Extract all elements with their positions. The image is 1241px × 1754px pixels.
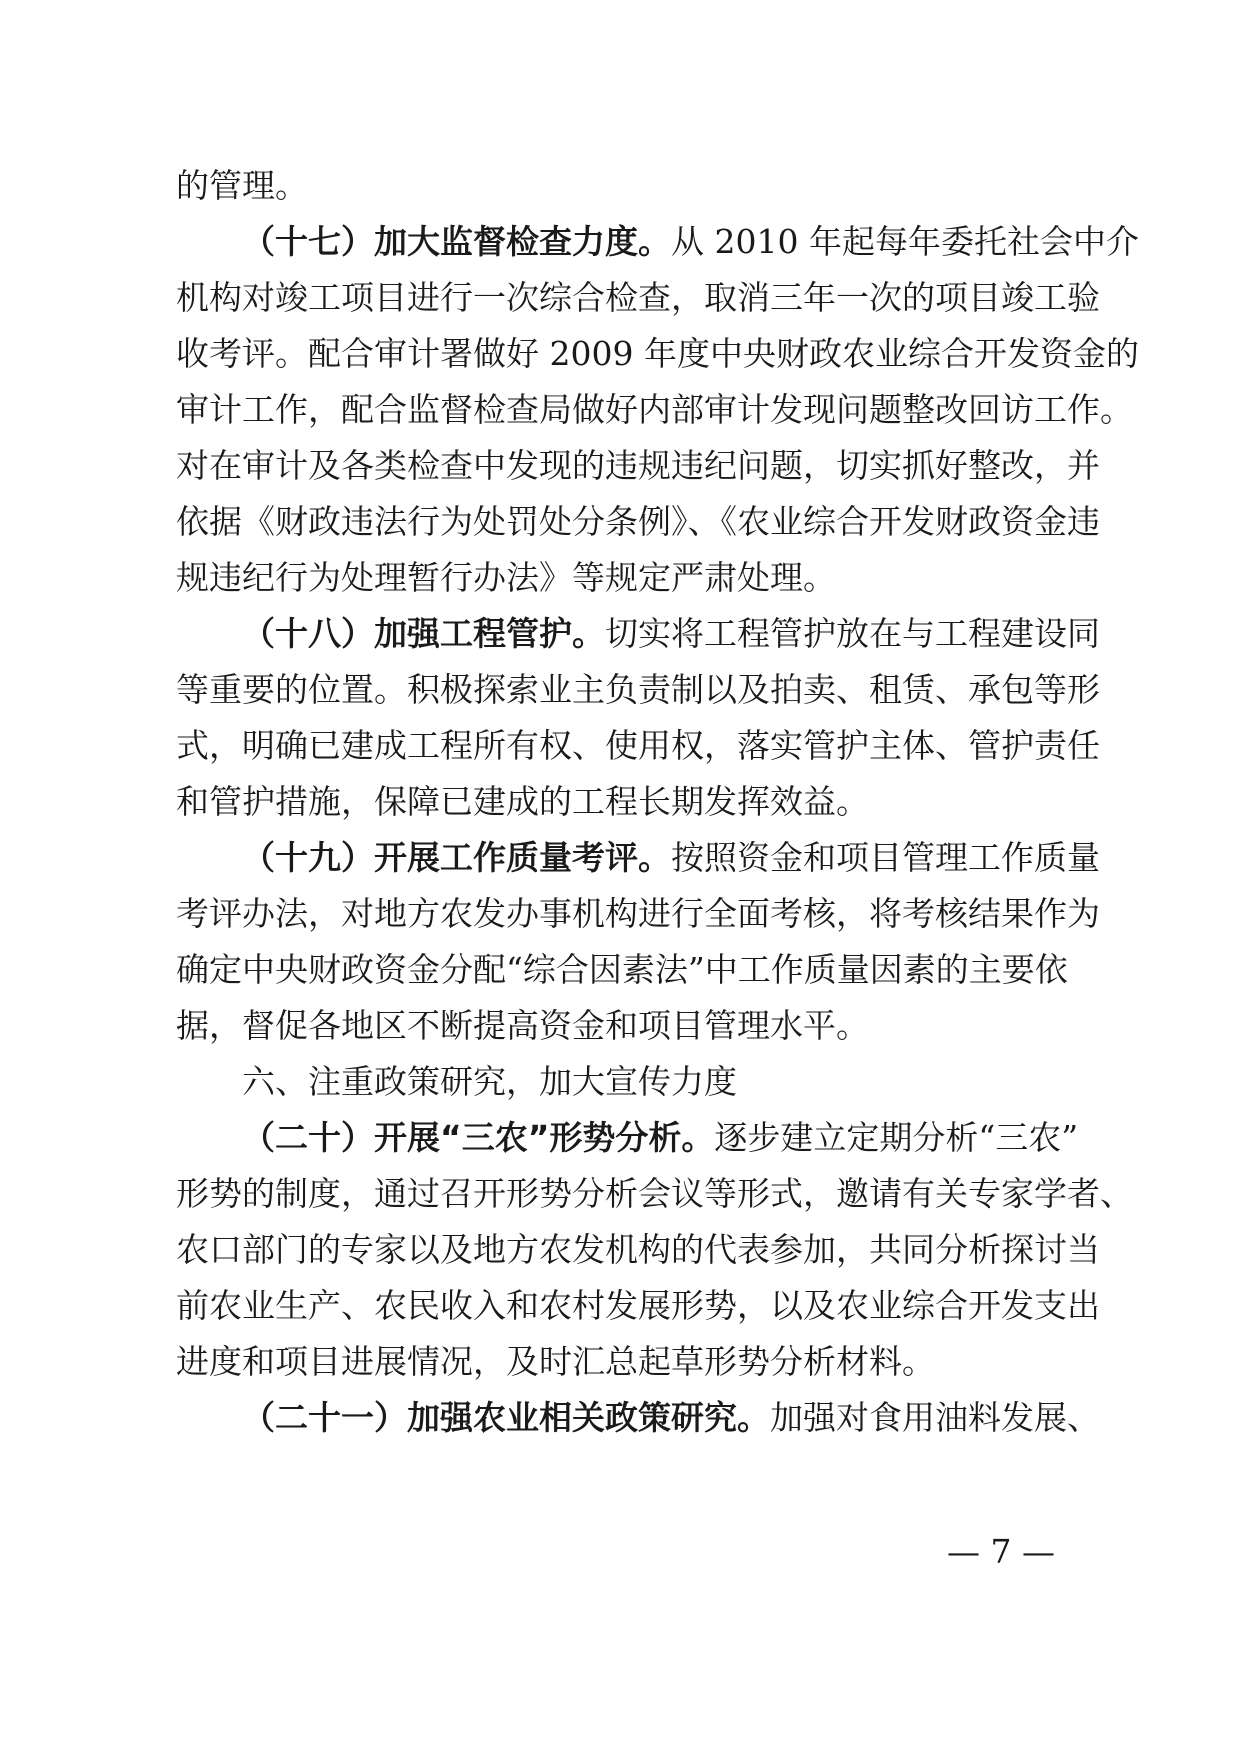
text-line: 前农业生产、农民收入和农村发展形势，以及农业综合开发支出: [176, 1286, 1100, 1325]
text-line: 机构对竣工项目进行一次综合检查，取消三年一次的项目竣工验: [176, 278, 1100, 317]
text-line: 等重要的位置。积极探索业主负责制以及拍卖、租赁、承包等形: [176, 670, 1100, 709]
text-line: 农口部门的专家以及地方农发机构的代表参加，共同分析探讨当: [176, 1230, 1100, 1269]
paragraph-heading-line: （二十一）加强农业相关政策研究。加强对食用油料发展、: [242, 1398, 1100, 1437]
paragraph-heading-line: （十八）加强工程管护。切实将工程管护放在与工程建设同: [242, 614, 1100, 653]
text-line: 考评办法，对地方农发办事机构进行全面考核，将考核结果作为: [176, 894, 1100, 933]
text-line: 收考评。配合审计署做好 2009 年度中央财政农业综合开发资金的: [176, 334, 1139, 373]
paragraph-heading: （十九）开展工作质量考评。: [242, 838, 671, 877]
paragraph-heading-line: （十九）开展工作质量考评。按照资金和项目管理工作质量: [242, 838, 1100, 877]
text-line: 依据《财政违法行为处罚处分条例》、《农业综合开发财政资金违: [176, 502, 1100, 541]
text-line: 和管护措施，保障已建成的工程长期发挥效益。: [176, 782, 869, 821]
paragraph-heading-line: （十七）加大监督检查力度。从 2010 年起每年委托社会中介: [242, 222, 1139, 261]
paragraph-heading: （十八）加强工程管护。: [242, 614, 605, 653]
text-line: 规违纪行为处理暂行办法》等规定严肃处理。: [176, 558, 836, 597]
paragraph-heading: （二十）开展“三农”形势分析。: [242, 1118, 715, 1157]
text-line: 的管理。: [176, 166, 308, 205]
page-number: — 7 —: [947, 1532, 1055, 1571]
text-line: 形势的制度，通过召开形势分析会议等形式，邀请有关专家学者、: [176, 1174, 1133, 1213]
text-line: 进度和项目进展情况，及时汇总起草形势分析材料。: [176, 1342, 935, 1381]
text-line: 确定中央财政资金分配“综合因素法”中工作质量因素的主要依: [176, 950, 1068, 989]
paragraph-heading: （十七）加大监督检查力度。: [242, 222, 671, 261]
text-line: 对在审计及各类检查中发现的违规违纪问题，切实抓好整改，并: [176, 446, 1100, 485]
section-heading: 六、注重政策研究，加大宣传力度: [242, 1062, 737, 1101]
text-line: 审计工作，配合监督检查局做好内部审计发现问题整改回访工作。: [176, 390, 1133, 429]
text-line: 据，督促各地区不断提高资金和项目管理水平。: [176, 1006, 869, 1045]
paragraph-heading-line: （二十）开展“三农”形势分析。逐步建立定期分析“三农”: [242, 1118, 1079, 1157]
text-line: 式，明确已建成工程所有权、使用权，落实管护主体、管护责任: [176, 726, 1100, 765]
paragraph-heading: （二十一）加强农业相关政策研究。: [242, 1398, 770, 1437]
